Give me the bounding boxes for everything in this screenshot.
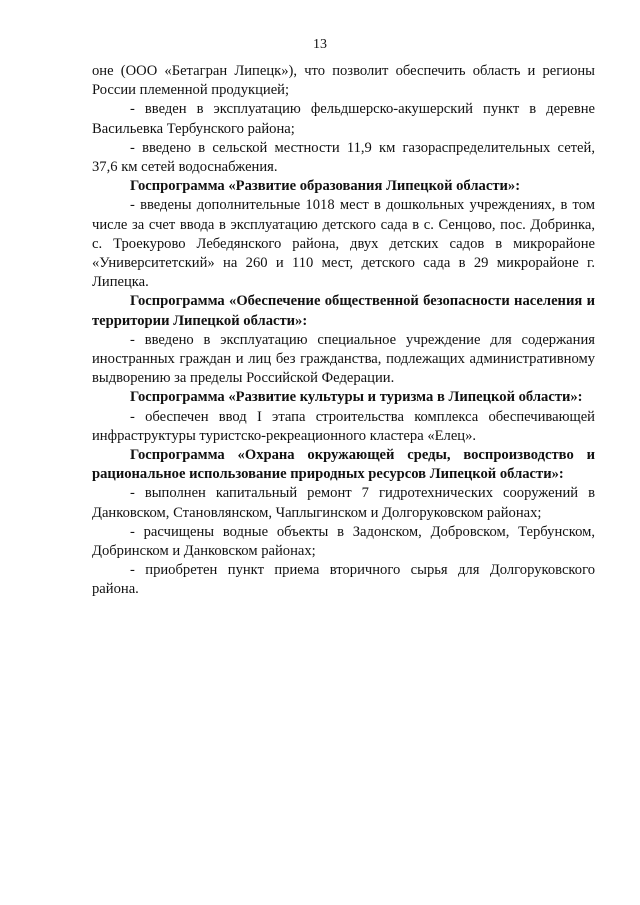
paragraph-bullet: - выполнен капитальный ремонт 7 гидротехнических сооружений в Данковском, Становлянском, Чаплыгинском и Долгоруковском районах; <box>92 485 595 521</box>
paragraph-bullet: - введено в эксплуатацию специальное учреждение для содержания иностранных граждан и лиц без гражданства, подлежащих административному выдворению за пределы Российской Федерации. <box>92 331 595 387</box>
paragraph-bullet: - введен в эксплуатацию фельдшерско-акушерский пункт в деревне Васильевка Тербунского района; <box>92 101 595 137</box>
paragraph-continuation: оне (ООО «Бетагран Липецк»), что позволит обеспечить область и регионы России племенной продукцией; <box>92 63 595 99</box>
page-number: 13 <box>313 37 327 52</box>
section-heading: Госпрограмма «Развитие образования Липецкой области»: <box>130 178 521 195</box>
section-heading: Госпрограмма «Охрана окружающей среды, воспроизводство и рациональное использование природных ресурсов Липецкой области»: <box>92 447 595 483</box>
section-heading: Госпрограмма «Развитие культуры и туризма в Липецкой области»: <box>130 389 583 406</box>
paragraph-bullet: - введено в сельской местности 11,9 км газораспределительных сетей, 37,6 км сетей водоснабжения. <box>92 139 595 176</box>
paragraph-bullet: - введены дополнительные 1018 мест в дошкольных учреждениях, в том числе за счет ввода в эксплуатацию детского сада в с. Сенцово, пос. Добринка, с. Троекурово Лебедянского района, двух детских садов в микрорайоне «Университетский» на 260 и 110 мест, детского сада в 29 микрорайоне г. Липецка. <box>92 197 595 291</box>
document-body <box>92 62 595 600</box>
paragraph-bullet: - приобретен пункт приема вторичного сырья для Долгоруковского района. <box>92 562 595 598</box>
paragraph-bullet: - обеспечен ввод I этапа строительства комплекса обеспечивающей инфраструктуры туристско-рекреационного кластера «Елец». <box>92 408 595 444</box>
paragraph-bullet: - расчищены водные объекты в Задонском, Добровском, Тербунском, Добринском и Данковском районах; <box>92 523 595 560</box>
section-heading: Госпрограмма «Обеспечение общественной безопасности населения и территории Липецкой области»: <box>92 293 595 329</box>
